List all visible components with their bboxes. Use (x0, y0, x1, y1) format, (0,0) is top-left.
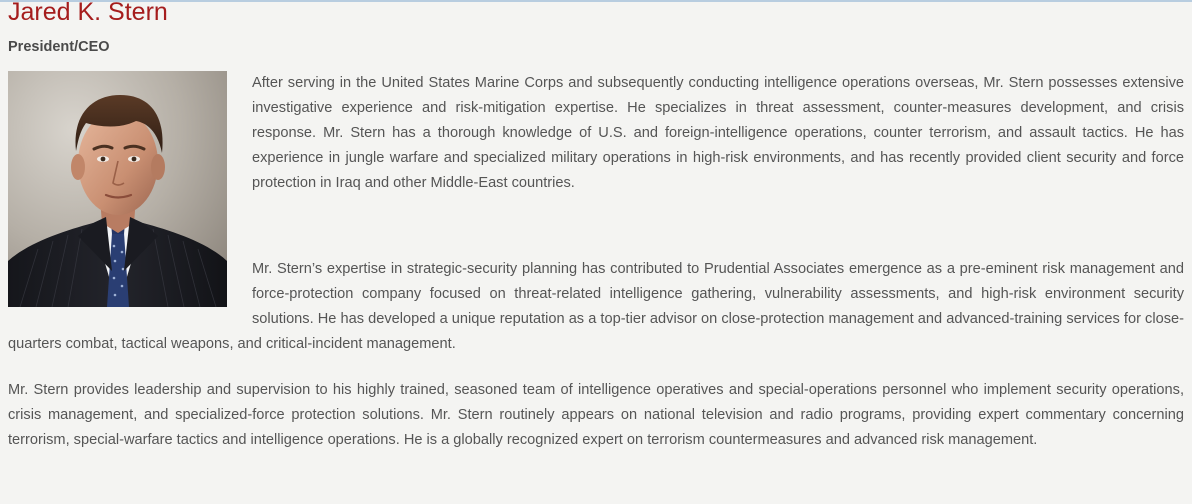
person-title: President/CEO (8, 39, 110, 55)
portrait-photo (8, 71, 227, 307)
bio-paragraph: Mr. Stern’s expertise in strategic-security planning has contributed to Prudential Associates emergence as a pre-eminent risk management and force-protection company focused on threat-related intelligence gathering, vulnerability assessments, and high-risk environment security solutions. He has developed a unique reputation as a top-tier advisor on close-protection management and advanced-training services for close-quarters combat, tactical weapons, and critical-incident management. (8, 261, 1184, 352)
bio-section (8, 0, 1184, 453)
bio-body (8, 71, 1184, 453)
bio-paragraph: After serving in the United States Marine Corps and subsequently conducting intelligence operations overseas, Mr. Stern possesses extensive investigative experience and risk-mitigation expertise. He specializes in threat assessment, counter-measures development, and crisis response. Mr. Stern has a thorough knowledge of U.S. and foreign-intelligence operations, counter terrorism, and assault tactics. He has experience in jungle warfare and specialized military operations in high-risk environments, and has recently provided client security and force protection in Iraq and other Middle-East countries. (252, 75, 1184, 191)
bio-paragraph: Mr. Stern provides leadership and supervision to his highly trained, seasoned team of intelligence operatives and special-operations personnel who implement security operations, crisis management, and specialized-force protection solutions. Mr. Stern routinely appears on national television and radio programs, providing expert commentary concerning terrorism, special-warfare tactics and intelligence operations. He is a globally recognized expert on terrorism countermeasures and advanced risk management. (8, 382, 1184, 448)
person-name: Jared K. Stern (8, 0, 168, 26)
